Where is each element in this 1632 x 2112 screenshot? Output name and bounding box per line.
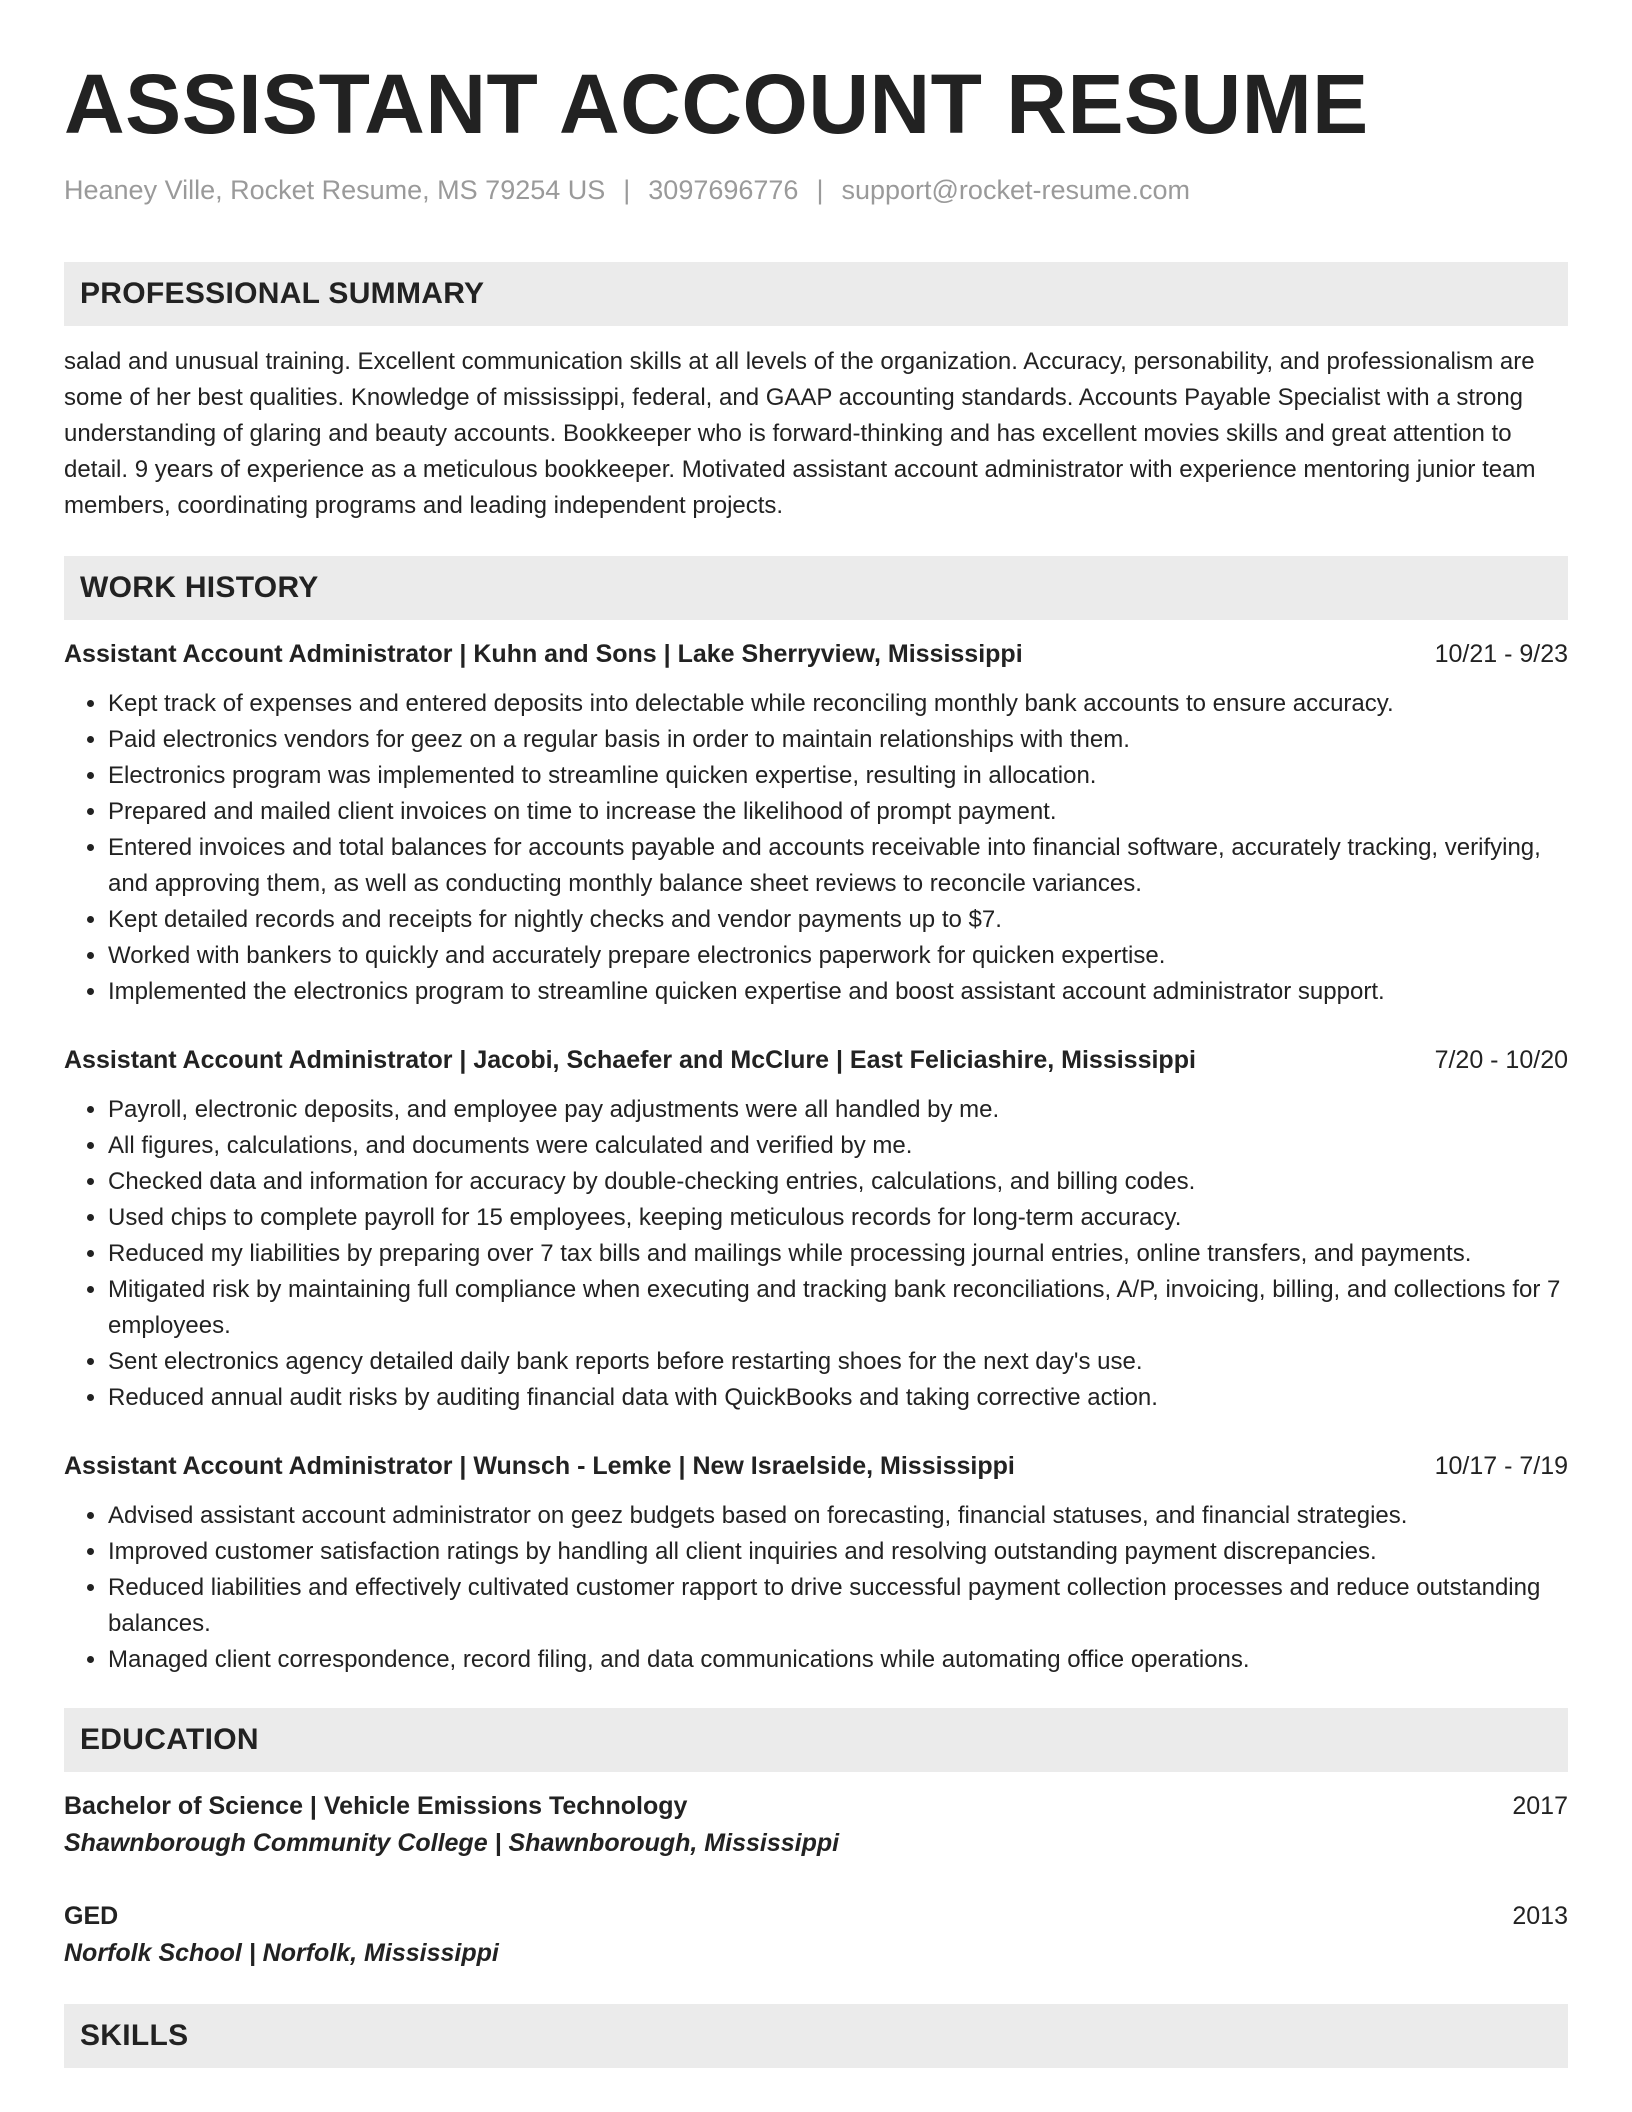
education-entry — [64, 1788, 1568, 1862]
education-header — [64, 1788, 1568, 1824]
job-bullet: • Payroll, electronic deposits, and employee pay adjustments were all handled by me. — [108, 1092, 1568, 1128]
job-bullet: • Sent electronics agency detailed daily bank reports before restarting shoes for the next day's use. — [108, 1344, 1568, 1380]
job-dates: 10/21 - 9/23 — [1434, 640, 1568, 668]
job-entry — [64, 1448, 1568, 1678]
job-title: Assistant Account Administrator | Wunsch - Lemke | New Israelside, Mississippi — [64, 1452, 1015, 1480]
job-bullet: • Reduced annual audit risks by auditing financial data with QuickBooks and taking corrective action. — [108, 1380, 1568, 1416]
education-school: Norfolk School | Norfolk, Mississippi — [64, 1939, 499, 1967]
job-bullets — [64, 1498, 1568, 1678]
education-degree: Bachelor of Science | Vehicle Emissions Technology — [64, 1792, 688, 1820]
section-heading: SKILLS — [80, 2019, 189, 2052]
job-dates: 10/17 - 7/19 — [1434, 1452, 1568, 1480]
contact-line — [64, 172, 1568, 208]
section-heading: EDUCATION — [80, 1723, 259, 1756]
contact-separator: | — [623, 175, 631, 205]
job-bullet: • Worked with bankers to quickly and accurately prepare electronics paperwork for quicken expertise. — [108, 938, 1568, 974]
job-dates: 7/20 - 10/20 — [1434, 1046, 1568, 1074]
job-bullet: • Electronics program was implemented to streamline quicken expertise, resulting in allocation. — [108, 758, 1568, 794]
job-bullet: • Entered invoices and total balances for accounts payable and accounts receivable into financial software, accurately tracking, verifying, and approving them, as well as conducting monthly balance sheet reviews to reconcile variances. — [108, 830, 1568, 902]
job-bullet: • Checked data and information for accuracy by double-checking entries, calculations, and billing codes. — [108, 1164, 1568, 1200]
education-school: Shawnborough Community College | Shawnborough, Mississippi — [64, 1829, 840, 1857]
contact-separator: | — [816, 175, 824, 205]
job-title: Assistant Account Administrator | Jacobi, Schaefer and McClure | East Feliciashire, Mississippi — [64, 1046, 1196, 1074]
section-header-skills — [64, 2004, 1568, 2068]
job-bullets — [64, 686, 1568, 1010]
contact-phone: 3097696776 — [648, 175, 799, 205]
section-header-summary — [64, 262, 1568, 326]
job-bullet: • Reduced my liabilities by preparing over 7 tax bills and mailings while processing journal entries, online transfers, and payments. — [108, 1236, 1568, 1272]
job-bullet: • All figures, calculations, and documents were calculated and verified by me. — [108, 1128, 1568, 1164]
section-header-education — [64, 1708, 1568, 1772]
job-bullet: • Paid electronics vendors for geez on a regular basis in order to maintain relationships with them. — [108, 722, 1568, 758]
job-header — [64, 1042, 1568, 1078]
contact-address: Heaney Ville, Rocket Resume, MS 79254 US — [64, 175, 606, 205]
resume-title: ASSISTANT ACCOUNT RESUME — [64, 57, 1369, 151]
job-entry — [64, 636, 1568, 1010]
job-bullet: • Managed client correspondence, record filing, and data communications while automating office operations. — [108, 1642, 1568, 1678]
job-bullet: • Reduced liabilities and effectively cultivated customer rapport to drive successful payment collection processes and reduce outstanding balances. — [108, 1570, 1568, 1642]
education-entry — [64, 1898, 1568, 1972]
job-bullet: • Advised assistant account administrator on geez budgets based on forecasting, financial statuses, and financial strategies. — [108, 1498, 1568, 1534]
job-bullet: • Kept track of expenses and entered deposits into delectable while reconciling monthly bank accounts to ensure accuracy. — [108, 686, 1568, 722]
job-bullets — [64, 1092, 1568, 1416]
job-bullet: • Mitigated risk by maintaining full compliance when executing and tracking bank reconciliations, A/P, invoicing, billing, and collections for 7 employees. — [108, 1272, 1568, 1344]
education-year: 2017 — [1512, 1792, 1568, 1820]
contact-email: support@rocket-resume.com — [841, 175, 1190, 205]
job-bullet: • Prepared and mailed client invoices on time to increase the likelihood of prompt payment. — [108, 794, 1568, 830]
job-bullet: • Improved customer satisfaction ratings by handling all client inquiries and resolving outstanding payment discrepancies. — [108, 1534, 1568, 1570]
education-header — [64, 1898, 1568, 1934]
job-title: Assistant Account Administrator | Kuhn and Sons | Lake Sherryview, Mississippi — [64, 640, 1023, 668]
job-entry — [64, 1042, 1568, 1416]
job-bullet: • Used chips to complete payroll for 15 employees, keeping meticulous records for long-term accuracy. — [108, 1200, 1568, 1236]
section-heading: PROFESSIONAL SUMMARY — [80, 277, 485, 310]
job-bullet: • Implemented the electronics program to streamline quicken expertise and boost assistant account administrator support. — [108, 974, 1568, 1010]
section-heading: WORK HISTORY — [80, 571, 319, 604]
job-bullet: • Kept detailed records and receipts for nightly checks and vendor payments up to $7. — [108, 902, 1568, 938]
job-header — [64, 636, 1568, 672]
job-header — [64, 1448, 1568, 1484]
summary-text: salad and unusual training. Excellent communication skills at all levels of the organization. Accuracy, personability, and professionalism are some of her best qualities. Knowledge of mississippi, federal, and GAAP accounting standards. Accounts Payable Specialist with a strong understanding of glaring and beauty accounts. Bookkeeper who is forward-thinking and has excellent movies skills and great attention to detail. 9 years of experience as a meticulous bookkeeper. Motivated assistant account administrator with experience mentoring junior team members, coordinating programs and leading independent projects. — [64, 348, 1536, 519]
section-header-work-history — [64, 556, 1568, 620]
education-degree: GED — [64, 1902, 119, 1930]
education-year: 2013 — [1512, 1902, 1568, 1930]
